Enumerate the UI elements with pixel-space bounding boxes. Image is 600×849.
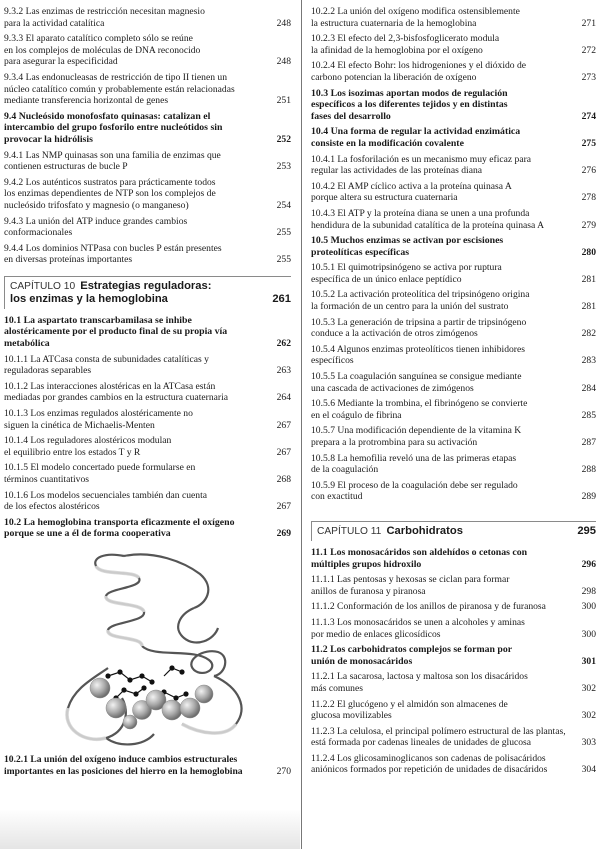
entry-number: 10.2.3 [311,33,335,45]
entry-number: 10.5.4 [311,343,335,355]
entry-number: 11.2.1 [311,671,335,683]
entry-title: Los reguladores alostéricos modulan el equilibrio entre los estados T y R [4,435,172,458]
entry-title: El aparato catalítico completo sólo se reúne en los complejos de moléculas de DNA reconocido para asegurar la especificidad [4,33,201,68]
entry-title: La aspartato transcarbamilasa se inhibe alostéricamente por el producto final de su propia vía metabólica [4,314,228,350]
entry-title: La activación proteolítica del tripsinógeno origina la formación de un centro para la unión del sustrato [311,289,530,313]
entry-number: 10.2.4 [311,60,335,72]
entry-page-number: 267 [276,446,291,458]
toc-entry [311,181,596,204]
toc-section-entry [311,126,596,149]
entry-number: 10.1.1 [4,353,28,365]
entry-title: La generación de tripsina a partir de tripsinógeno conduce a la activación de otros zimógenos [311,316,527,340]
entry-page-number: 303 [581,737,596,749]
entry-page-number: 280 [581,246,596,258]
entry-number: 9.4.3 [4,215,24,227]
toc-entry [4,243,291,266]
chapter-10-header [4,276,291,309]
entry-page-number: 288 [581,464,596,476]
entry-page-number: 273 [581,71,596,83]
entry-page-number: 283 [581,355,596,367]
entry-title: Los enzimas regulados alostéricamente no siguen la cinética de Michaelis-Menten [4,408,193,431]
toc-entry [4,435,291,458]
toc-entry [4,408,291,431]
caption-number: 10.2.1 [4,753,28,765]
entry-title: El ATP y la proteína diana se unen a una profunda hendidura de la subunidad catalítica de la proteína quinasa A [311,207,545,231]
entry-number: 10.1.3 [4,408,28,420]
toc-list-left-top [4,6,291,266]
toc-entry [4,177,291,212]
toc-entry [4,150,291,173]
entry-number: 9.4 [4,110,17,122]
entry-title: Una forma de regular la actividad enzimática consiste en la modificación covalente [311,126,521,149]
left-column [4,6,291,781]
entry-number: 11.1.1 [311,574,335,586]
entry-page-number: 248 [276,17,291,29]
entry-title: El efecto del 2,3-bisfosfoglicerato modula la afinidad de la hemoglobina por el oxígeno [311,33,500,56]
entry-number: 9.3.4 [4,71,24,83]
toc-list-left-mid [4,315,291,540]
toc-list-right-top [311,6,596,503]
entry-page-number: 302 [581,682,596,694]
toc-entry [4,216,291,239]
toc-entry [311,480,596,503]
entry-number: 10.1.6 [4,489,28,501]
entry-number: 9.3.2 [4,6,24,17]
entry-number: 10.4 [311,126,329,138]
toc-section-entry [311,235,596,258]
toc-entry [4,72,291,107]
entry-page-number: 252 [276,133,291,145]
entry-number: 10.5.6 [311,398,335,410]
entry-page-number: 269 [276,528,291,540]
entry-title: Muchos enzimas se activan por escisiones proteolíticas específicas [311,235,504,258]
toc-entry [311,425,596,448]
chapter-10-word: CAPÍTULO 10 [10,280,76,292]
entry-number: 10.5.5 [311,371,335,383]
entry-page-number: 264 [276,392,291,404]
entry-page-number: 300 [581,628,596,640]
entry-page-number: 281 [581,273,596,285]
entry-page-number: 263 [276,365,291,377]
toc-entry [311,344,596,367]
toc-entry [4,490,291,513]
entry-page-number: 282 [581,328,596,340]
entry-number: 10.3 [311,87,329,99]
entry-number: 10.5.2 [311,289,335,301]
entry-number: 11.2.3 [311,725,335,737]
entry-page-number: 254 [276,199,291,211]
entry-title: Los glicosaminoglicanos son cadenas de polisacáridos aniónicos formados por repetición de unidades de disacáridos [311,752,548,776]
entry-title: Las NMP quinasas son una familia de enzimas que contienen estructuras de bucle P [4,149,221,173]
toc-entry [311,317,596,340]
figure-caption-entry [4,754,291,777]
toc-entry [311,6,596,29]
hemoglobin-ribbon-figure [4,548,291,750]
entry-page-number: 276 [581,165,596,177]
toc-entry [311,617,596,640]
toc-section-entry [311,547,596,570]
entry-number: 9.4.1 [4,149,24,161]
entry-number: 10.4.2 [311,180,335,192]
entry-page-number: 302 [581,710,596,722]
entry-page-number: 296 [581,558,596,570]
entry-number: 11.2.2 [311,698,335,710]
entry-number: 10.1 [4,314,22,326]
entry-title: Conformación de los anillos de piranosa y de furanosa [337,601,546,613]
entry-title: Las enzimas de restricción necesitan magnesio para la actividad catalítica [4,6,205,29]
entry-title: Los dominios NTPasa con bucles P están presentes en diversas proteínas importantes [4,242,222,266]
toc-entry [311,371,596,394]
entry-page-number: 272 [581,44,596,56]
entry-page-number: 251 [276,95,291,107]
entry-title: Los auténticos sustratos para prácticamente todos los enzimas dependientes de NTP son los complejos de nucleósido trifosfato y magnesio (o manganeso) [4,176,216,211]
entry-number: 9.4.4 [4,242,24,254]
entry-number: 11.1.3 [311,616,335,628]
entry-number: 9.4.2 [4,176,24,188]
entry-title: Las interacciones alostéricas en la ATCasa están mediadas por grandes cambios en la estructura cuaternaria [4,380,229,404]
entry-title: La hemoglobina transporta eficazmente el oxígeno porque se une a él de forma cooperativa [4,516,235,540]
entry-number: 10.2 [4,516,22,528]
toc-entry [4,354,291,377]
entry-title: Las endonucleasas de restricción de tipo II tienen un núcleo catalítico común y probablemente están relacionadas mediante transferencia horizontal de genes [4,71,235,107]
toc-entry [311,726,596,749]
entry-title: El modelo concertado puede formularse en términos cuantitativos [4,462,196,485]
entry-page-number: 268 [276,474,291,485]
entry-number: 10.1.5 [4,462,28,474]
chapter-11-page: 295 [577,525,596,538]
caption-text: La unión del oxígeno induce cambios estructurales importantes en las posiciones del hierro en la hemoglobina [4,753,243,777]
entry-title: Los carbohidratos complejos se forman por unión de monosacáridos [311,644,513,667]
entry-number: 10.4.3 [311,207,335,219]
entry-page-number: 289 [581,491,596,503]
entry-page-number: 275 [581,137,596,149]
entry-title: La ATCasa consta de subunidades catalíticas y reguladoras separables [4,353,209,377]
entry-page-number: 255 [276,227,291,239]
chapter-11-title: Carbohidratos [386,524,463,537]
entry-page-number: 278 [581,192,596,204]
entry-title: El proceso de la coagulación debe ser regulado con exactitud [311,479,518,503]
entry-page-number: 298 [581,585,596,597]
entry-page-number: 304 [581,764,596,776]
entry-title: Nucleósido monofosfato quinasas: catalizan el intercambio del grupo fosforilo entre nucleótidos sin provocar la hidrólisis [4,110,223,145]
toc-entry [4,381,291,404]
toc-entry [311,289,596,312]
entry-number: 10.5.8 [311,452,335,464]
entry-title: Los modelos secuenciales también dan cuenta de los efectos alostéricos [4,489,208,513]
entry-number: 10.5.1 [311,262,335,274]
entry-number: 11.1.2 [311,601,335,613]
right-column [311,6,596,780]
entry-number: 10.5 [311,235,329,247]
entry-number: 10.1.4 [4,435,28,447]
toc-entry [311,453,596,476]
entry-title: El efecto Bohr: los hidrogeniones y el dióxido de carbono potencian la liberación de oxígeno [311,60,527,83]
entry-title: Los isozimas aportan modos de regulación específicos a los diferentes tejidos y en distintas fases del desarrollo [311,87,508,122]
toc-section-entry [311,644,596,667]
toc-entry [311,574,596,597]
entry-number: 10.2.2 [311,6,335,17]
toc-entry [311,398,596,421]
entry-number: 10.5.3 [311,316,335,328]
entry-title: La fosforilación es un mecanismo muy eficaz para regular las actividades de las proteínas diana [311,153,532,177]
entry-page-number: 301 [581,655,596,667]
toc-section-entry [4,111,291,146]
entry-page-number: 271 [581,17,596,29]
entry-title: Los monosacáridos se unen a alcoholes y aminas por medio de enlaces glicosídicos [311,616,525,640]
entry-page-number: 279 [581,219,596,231]
toc-section-entry [4,315,291,350]
entry-number: 11.1 [311,546,328,558]
entry-page-number: 287 [581,437,596,448]
entry-page-number: 267 [276,501,291,513]
entry-title: La hemofilia reveló una de las primeras etapas de la coagulación [311,452,517,476]
entry-title: El quimotripsinógeno se activa por ruptura específica de un único enlace peptídico [311,262,502,285]
entry-page-number: 262 [276,338,291,350]
entry-title: La celulosa, el principal polímero estructural de las plantas, está formada por cadenas lineales de unidades de glucosa [311,725,566,749]
entry-number: 11.2.4 [311,752,335,764]
entry-number: 9.3.3 [4,33,24,45]
scan-shadow [0,809,300,849]
chapter-10-page: 261 [272,293,291,306]
entry-title: La unión del ATP induce grandes cambios conformacionales [4,215,188,239]
chapter-10-title: Estrategias reguladoras: los enzimas y la hemoglobina [10,279,212,305]
toc-entry [311,601,596,613]
toc-entry [311,154,596,177]
entry-number: 10.4.1 [311,153,335,165]
toc-section-entry [311,88,596,123]
entry-page-number: 300 [581,601,596,613]
entry-title: El AMP cíclico activa a la proteína quinasa A porque altera su estructura cuaternaria [311,180,512,204]
toc-entry [311,753,596,776]
entry-number: 10.1.2 [4,380,28,392]
entry-page-number: 284 [581,382,596,394]
entry-number: 11.2 [311,644,328,656]
entry-title: La sacarosa, lactosa y maltosa son los disacáridos más comunes [311,671,528,694]
entry-page-number: 267 [276,419,291,431]
toc-entry [4,462,291,485]
entry-page-number: 253 [276,161,291,173]
toc-list-right-bottom [311,547,596,776]
entry-page-number: 255 [276,254,291,266]
entry-title: La coagulación sanguínea se consigue mediante una cascada de activaciones de zimógenos [311,371,522,394]
entry-title: Algunos enzimas proteolíticos tienen inhibidores específicos [311,343,525,367]
entry-title: El glucógeno y el almidón son almacenes de glucosa movilizables [311,698,508,722]
toc-entry [311,262,596,285]
entry-number: 10.5.9 [311,479,335,491]
entry-title: Las pentosas y hexosas se ciclan para formar anillos de furanosa y piranosa [311,574,510,597]
entry-title: Los monosacáridos son aldehídos o cetonas con múltiples grupos hidroxilo [311,546,528,570]
entry-number: 10.5.7 [311,425,335,437]
entry-page-number: 248 [276,56,291,68]
entry-title: La unión del oxígeno modifica ostensiblemente la estructura cuaternaria de la hemoglobina [311,6,520,29]
protein-ribbon-illustration [4,548,291,750]
entry-page-number: 281 [581,301,596,313]
chapter-11-word: CAPÍTULO 11 [317,525,382,537]
chapter-11-header [311,521,596,541]
entry-title: Una modificación dependiente de la vitamina K prepara a la protrombina para su activación [311,425,522,448]
caption-page: 270 [276,765,291,777]
toc-section-entry [4,517,291,540]
toc-entry [4,6,291,29]
entry-title: Mediante la trombina, el fibrinógeno se convierte en el coágulo de fibrina [311,398,528,421]
toc-entry [4,33,291,68]
toc-entry [311,208,596,231]
column-divider [301,0,302,849]
toc-entry [311,60,596,83]
entry-page-number: 285 [581,409,596,421]
toc-entry [311,699,596,722]
toc-entry [311,33,596,56]
toc-entry [311,671,596,694]
entry-page-number: 274 [581,110,596,122]
